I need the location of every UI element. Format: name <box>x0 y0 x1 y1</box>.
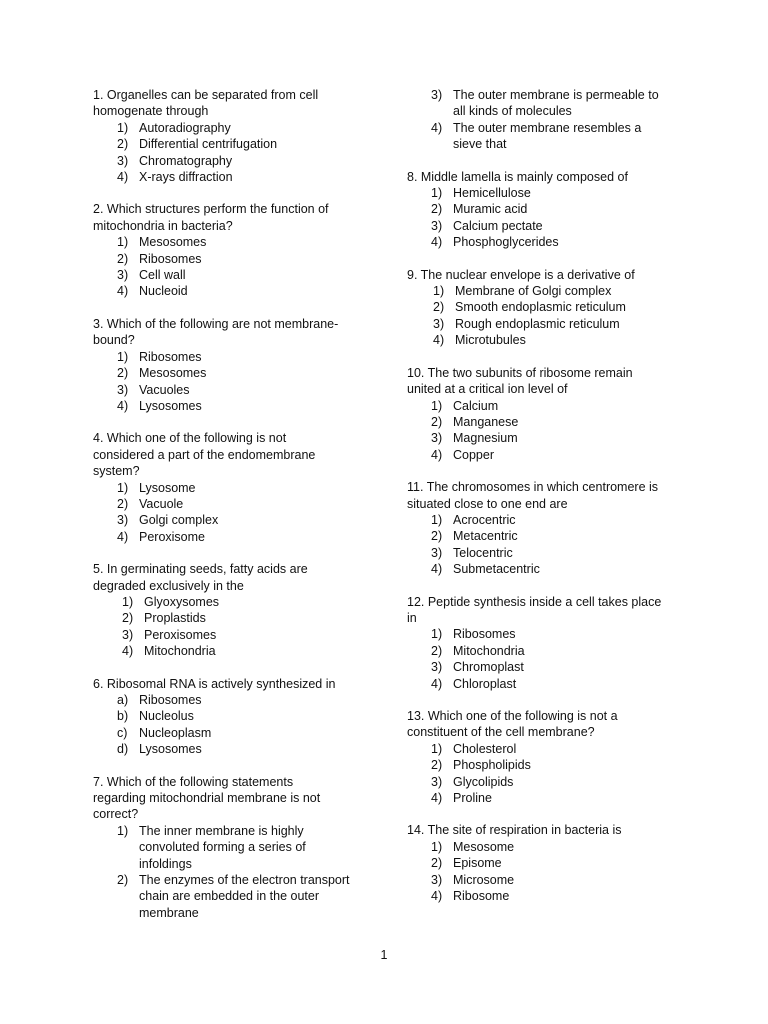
option-text: Calcium pectate <box>453 218 543 233</box>
option-text: Differential centrifugation <box>139 137 278 152</box>
question-block <box>93 561 363 659</box>
question-stem: 3. Which of the following are not membrane- bound? <box>93 316 339 348</box>
option-text: Phosphoglycerides <box>453 235 559 250</box>
option-number: 1) <box>117 823 129 838</box>
option-text: Nucleoid <box>139 284 188 299</box>
answer-option <box>407 87 677 120</box>
option-list <box>93 692 363 758</box>
answer-option <box>93 643 363 659</box>
option-text: Glycolipids <box>453 774 514 789</box>
option-text: Magnesium <box>453 431 518 446</box>
option-number: 1) <box>431 741 443 756</box>
option-number: 1) <box>117 480 129 495</box>
option-number: 2) <box>117 496 129 511</box>
answer-option <box>407 234 677 250</box>
answer-option <box>93 872 363 921</box>
option-text: Phospholipids <box>453 758 531 773</box>
option-number: 3) <box>431 872 443 887</box>
answer-option <box>407 185 677 201</box>
answer-option <box>407 774 677 790</box>
question-stem: 14. The site of respiration in bacteria is <box>407 823 622 838</box>
option-list <box>407 283 677 349</box>
answer-option <box>93 692 363 708</box>
answer-option <box>93 234 363 250</box>
option-list <box>93 823 363 921</box>
option-text: Ribosomes <box>139 251 202 266</box>
option-number: 2) <box>431 529 443 544</box>
option-number: 1) <box>431 839 443 854</box>
question-block <box>407 708 677 806</box>
answer-option <box>407 218 677 234</box>
question-stem: 11. The chromosomes in which centromere is situated close to one end are <box>407 480 659 511</box>
question-stem: 10. The two subunits of ribosome remain united at a critical ion level of <box>407 365 633 397</box>
option-text: The outer membrane resembles a sieve that <box>453 120 642 152</box>
answer-option <box>93 708 363 724</box>
option-text: Nucleoplasm <box>139 725 212 740</box>
option-text: The outer membrane is permeable to all kinds of molecules <box>453 88 659 119</box>
option-text: Cell wall <box>139 268 186 283</box>
option-list <box>407 626 677 692</box>
option-text: Chloroplast <box>453 676 517 691</box>
answer-option <box>93 365 363 381</box>
option-number: 2) <box>433 300 445 315</box>
option-text: Chromoplast <box>453 660 524 675</box>
option-text: Mesosomes <box>139 235 207 250</box>
option-number: 4) <box>117 529 129 544</box>
right-column <box>407 87 677 920</box>
option-number: 3) <box>431 218 443 233</box>
answer-option <box>407 283 677 299</box>
option-text: Cholesterol <box>453 741 517 756</box>
option-text: X-rays diffraction <box>139 170 233 185</box>
option-number: 2) <box>431 758 443 773</box>
option-text: Ribosomes <box>139 693 202 707</box>
option-number: 3) <box>431 431 443 446</box>
option-text: Metacentric <box>453 529 518 544</box>
question-stem: 1. Organelles can be separated from cell homogenate through <box>93 88 319 119</box>
option-number: 4) <box>117 170 129 185</box>
option-text: Ribosome <box>453 889 510 904</box>
question-stem: 7. Which of the following statements regarding mitochondrial membrane is not correct? <box>93 774 321 822</box>
option-number: 4) <box>431 889 443 904</box>
question-stem: 12. Peptide synthesis inside a cell takes place in <box>407 594 662 625</box>
option-number: 1) <box>122 594 134 609</box>
answer-option <box>93 480 363 496</box>
option-text: Manganese <box>453 414 519 429</box>
answer-option <box>407 430 677 446</box>
option-text: Smooth endoplasmic reticulum <box>455 300 626 315</box>
question-stem: 9. The nuclear envelope is a derivative of <box>407 267 635 282</box>
option-list <box>93 120 363 186</box>
option-number: 1) <box>117 120 129 135</box>
answer-option <box>407 398 677 414</box>
question-block <box>93 87 363 185</box>
answer-option <box>407 299 677 315</box>
option-number: 2) <box>117 366 129 381</box>
question-stem: 13. Which one of the following is not a constituent of the cell membrane? <box>407 709 618 740</box>
question-block <box>93 316 363 414</box>
question-block <box>93 201 363 299</box>
option-text: Vacuoles <box>139 382 190 397</box>
option-text: Autoradiography <box>139 120 231 135</box>
answer-option <box>93 594 363 610</box>
answer-option <box>93 627 363 643</box>
option-number: 2) <box>117 251 129 266</box>
option-number: 2) <box>431 643 443 658</box>
option-number: 4) <box>431 447 443 462</box>
question-block <box>407 594 677 692</box>
answer-option <box>407 888 677 904</box>
option-number: a) <box>117 693 129 707</box>
option-text: Proplastids <box>144 611 206 626</box>
question-block <box>93 676 363 758</box>
option-text: Peroxisomes <box>144 627 217 642</box>
option-number: 3) <box>117 268 129 283</box>
option-number: 3) <box>431 774 443 789</box>
answer-option <box>407 790 677 806</box>
question-stem: 2. Which structures perform the function of mitochondria in bacteria? <box>93 202 329 233</box>
option-number: 3) <box>433 316 445 331</box>
option-text: Proline <box>453 791 492 806</box>
answer-option <box>93 136 363 152</box>
answer-option <box>93 153 363 169</box>
option-text: Microtubules <box>455 333 526 348</box>
question-stem: 6. Ribosomal RNA is actively synthesized in <box>93 676 336 691</box>
question-block <box>407 822 677 904</box>
option-number: 1) <box>433 284 445 299</box>
option-number: 4) <box>117 398 129 413</box>
option-number: 4) <box>117 284 129 299</box>
option-text: Submetacentric <box>453 562 540 577</box>
question-stem: 8. Middle lamella is mainly composed of <box>407 169 628 184</box>
question-block <box>93 774 363 922</box>
question-7-continuation <box>407 87 677 153</box>
option-text: Episome <box>453 856 502 871</box>
option-text: Lysosomes <box>139 398 202 413</box>
answer-option <box>407 447 677 463</box>
option-number: 2) <box>431 202 443 217</box>
option-number: c) <box>117 725 128 740</box>
answer-option <box>407 741 677 757</box>
option-text: Mesosomes <box>139 366 207 381</box>
answer-option <box>407 676 677 692</box>
question-block <box>407 169 677 251</box>
option-number: 4) <box>122 644 134 659</box>
question-block <box>407 479 677 577</box>
option-number: 3) <box>431 88 443 102</box>
answer-option <box>407 872 677 888</box>
answer-option <box>407 643 677 659</box>
option-number: 4) <box>431 791 443 806</box>
left-column <box>93 87 363 937</box>
option-text: Muramic acid <box>453 202 528 217</box>
option-text: Lysosome <box>139 480 196 495</box>
answer-option <box>93 398 363 414</box>
answer-option <box>407 332 677 348</box>
option-list <box>407 512 677 578</box>
option-text: Mitochondria <box>144 644 216 659</box>
option-text: Telocentric <box>453 545 513 560</box>
option-text: The enzymes of the electron transport chain are embedded in the outer membrane <box>139 873 350 920</box>
option-number: 3) <box>117 513 129 528</box>
option-number: 4) <box>431 676 443 691</box>
answer-option <box>407 659 677 675</box>
option-number: 3) <box>117 382 129 397</box>
answer-option <box>407 414 677 430</box>
answer-option <box>93 512 363 528</box>
answer-option <box>93 169 363 185</box>
page-number: 1 <box>380 948 388 962</box>
option-number: 1) <box>431 512 443 527</box>
option-number: 2) <box>431 856 443 871</box>
option-list <box>407 839 677 905</box>
option-text: Mesosome <box>453 839 515 854</box>
option-list <box>93 349 363 415</box>
answer-option <box>407 757 677 773</box>
option-text: Glyoxysomes <box>144 594 220 609</box>
answer-option <box>93 120 363 136</box>
answer-option <box>93 610 363 626</box>
option-text: Chromatography <box>139 153 233 168</box>
option-text: Peroxisome <box>139 529 205 544</box>
answer-option <box>407 120 677 153</box>
answer-option <box>93 529 363 545</box>
option-list <box>93 480 363 546</box>
question-stem: 4. Which one of the following is not considered a part of the endomembrane system? <box>93 431 316 479</box>
option-number: 4) <box>433 333 445 348</box>
option-number: 1) <box>117 235 129 250</box>
option-text: Calcium <box>453 398 499 413</box>
option-text: Hemicellulose <box>453 186 531 201</box>
option-number: 2) <box>431 414 443 429</box>
option-text: Rough endoplasmic reticulum <box>455 316 620 331</box>
option-list <box>407 185 677 251</box>
question-block <box>407 267 677 349</box>
question-block <box>407 365 677 463</box>
option-number: 2) <box>122 611 134 626</box>
option-list <box>93 594 363 660</box>
option-text: Membrane of Golgi complex <box>455 284 612 299</box>
answer-option <box>407 855 677 871</box>
option-number: 1) <box>431 186 443 201</box>
option-number: 1) <box>431 398 443 413</box>
option-number: 3) <box>117 153 129 168</box>
answer-option <box>93 251 363 267</box>
option-number: d) <box>117 742 129 757</box>
option-number: b) <box>117 709 129 724</box>
answer-option <box>407 839 677 855</box>
option-number: 3) <box>122 627 134 642</box>
answer-option <box>93 741 363 757</box>
option-number: 2) <box>117 137 129 152</box>
option-text: Vacuole <box>139 496 184 511</box>
option-list <box>407 398 677 464</box>
option-number: 4) <box>431 562 443 577</box>
question-block <box>93 430 363 545</box>
answer-option <box>93 349 363 365</box>
answer-option <box>93 382 363 398</box>
option-text: Nucleolus <box>139 709 194 724</box>
answer-option <box>407 528 677 544</box>
option-text: Acrocentric <box>453 512 516 527</box>
answer-option <box>407 561 677 577</box>
option-text: Ribosomes <box>453 627 516 642</box>
option-number: 4) <box>431 120 443 135</box>
answer-option <box>407 512 677 528</box>
option-list <box>407 87 677 153</box>
option-number: 3) <box>431 545 443 560</box>
option-text: Copper <box>453 447 494 462</box>
option-text: The inner membrane is highly convoluted forming a series of infoldings <box>139 823 306 871</box>
answer-option <box>407 316 677 332</box>
option-text: Microsome <box>453 872 515 887</box>
option-text: Mitochondria <box>453 643 525 658</box>
answer-option <box>407 626 677 642</box>
answer-option <box>93 283 363 299</box>
option-number: 1) <box>431 627 443 642</box>
option-text: Ribosomes <box>139 349 202 364</box>
option-list <box>407 741 677 807</box>
option-text: Golgi complex <box>139 513 219 528</box>
answer-option <box>93 725 363 741</box>
right-question-list <box>407 169 677 905</box>
answer-option <box>93 267 363 283</box>
question-stem: 5. In germinating seeds, fatty acids are degraded exclusively in the <box>93 562 308 593</box>
option-text: Lysosomes <box>139 742 202 757</box>
option-number: 2) <box>117 873 129 888</box>
option-number: 3) <box>431 660 443 675</box>
option-number: 4) <box>431 235 443 250</box>
answer-option <box>93 496 363 512</box>
answer-option <box>407 545 677 561</box>
option-list <box>93 234 363 300</box>
answer-option <box>93 823 363 872</box>
answer-option <box>407 201 677 217</box>
option-number: 1) <box>117 349 129 364</box>
